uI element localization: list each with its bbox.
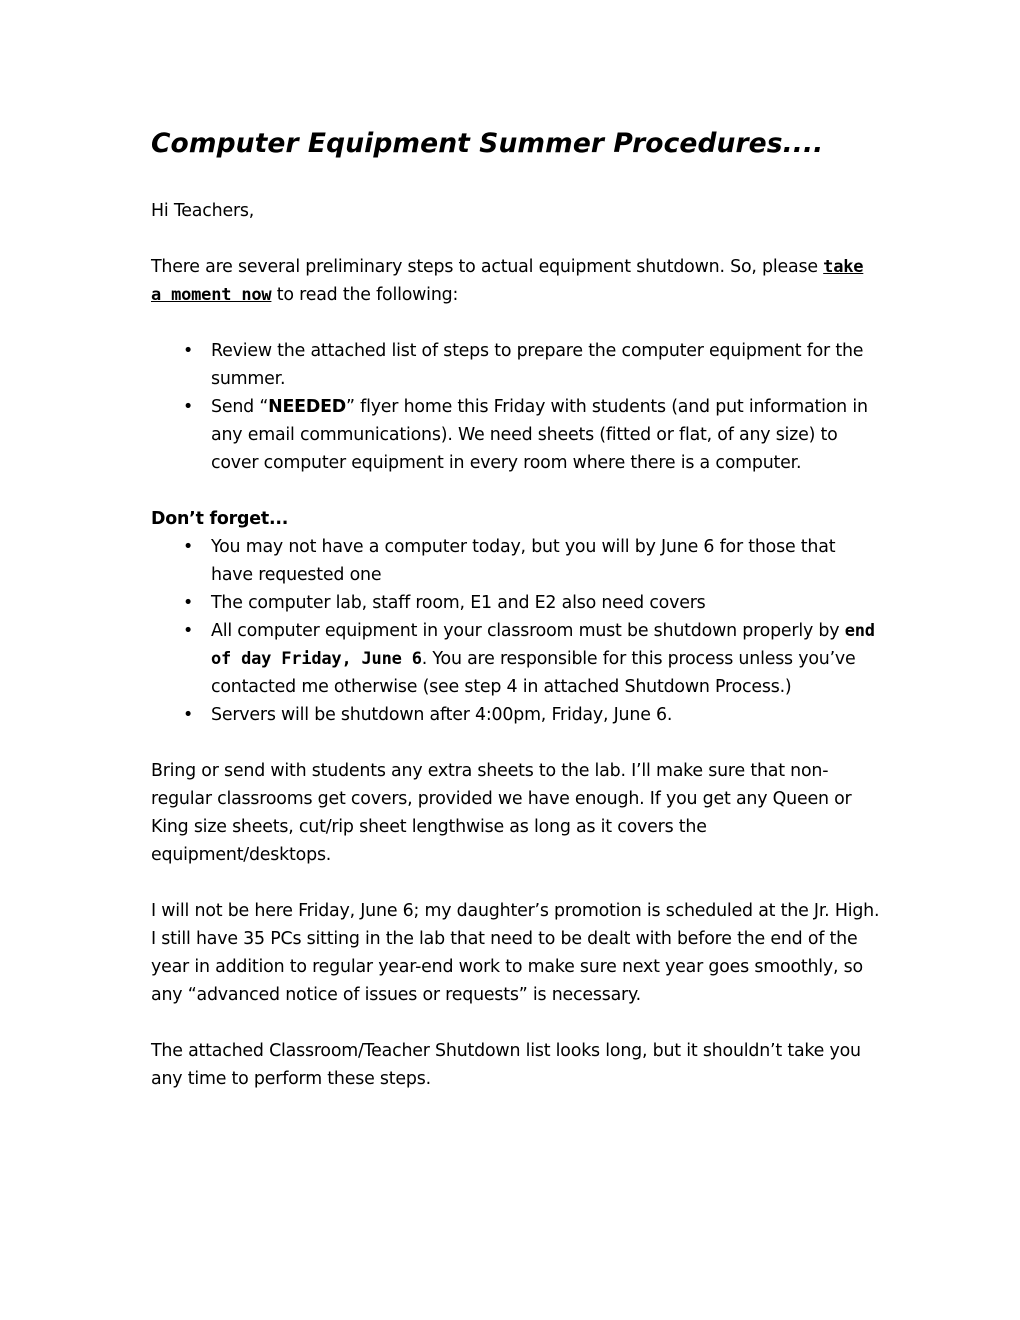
intro-paragraph — [151, 253, 881, 309]
intro-text-before: There are several preliminary steps to actual equipment shutdown. So, please — [151, 257, 824, 277]
reminder-list — [151, 533, 881, 729]
list-item-text: The computer lab, staff room, E1 and E2 also need covers — [211, 593, 706, 613]
list-item — [151, 337, 881, 393]
bullet-icon: • — [183, 705, 194, 725]
intro-emphasis: take a moment now — [151, 257, 864, 305]
dont-forget-heading: Don’t forget... — [151, 509, 289, 529]
bullet-icon: • — [183, 621, 194, 641]
closing-paragraph: The attached Classroom/Teacher Shutdown list looks long, but it shouldn’t take you any time to perform these steps. — [151, 1041, 861, 1089]
preparation-list — [151, 337, 881, 477]
list-item-emphasis: NEEDED — [268, 397, 347, 417]
list-item-text-before: All computer equipment in your classroom must be shutdown properly by — [211, 621, 845, 641]
bullet-icon: • — [183, 341, 194, 361]
bullet-icon: • — [183, 537, 194, 557]
greeting: Hi Teachers, — [151, 201, 255, 221]
list-item-emphasis: end of day Friday, June 6 — [211, 621, 875, 669]
bullet-icon: • — [183, 397, 194, 417]
list-item — [151, 701, 881, 729]
list-item-text-before: Send “ — [211, 397, 269, 417]
list-item-text: Servers will be shutdown after 4:00pm, Friday, June 6. — [211, 705, 673, 725]
list-item — [151, 393, 881, 477]
bullet-icon: • — [183, 593, 194, 613]
sheets-paragraph: Bring or send with students any extra sheets to the lab. I’ll make sure that non-regular classrooms get covers, provided we have enough. If you get any Queen or King size sheets, cut/rip sheet lengthwise as long as it covers the equipment/desktops. — [151, 761, 852, 865]
list-item — [151, 589, 881, 617]
list-item — [151, 533, 881, 589]
list-item-text-after: . You are responsible for this process unless you’ve contacted me otherwise (see step 4 in attached Shutdown Process.) — [211, 649, 856, 697]
list-item-text-after: ” flyer home this Friday with students (and put information in any email communications). We need sheets (fitted or flat, of any size) to cover computer equipment in every room where there is a computer. — [211, 397, 868, 473]
list-item-text: Review the attached list of steps to prepare the computer equipment for the summer. — [211, 341, 864, 389]
list-item-text: You may not have a computer today, but you will by June 6 for those that have requested one — [211, 537, 836, 585]
intro-text-after: to read the following: — [271, 285, 459, 305]
document-title: Computer Equipment Summer Procedures.... — [151, 128, 824, 159]
absence-paragraph: I will not be here Friday, June 6; my daughter’s promotion is scheduled at the Jr. High. I still have 35 PCs sitting in the lab that need to be dealt with before the end of the year in addition to regular year-end work to make sure next year goes smoothly, so any “advanced notice of issues or requests” is necessary. — [151, 901, 880, 1005]
document-page — [151, 124, 881, 1093]
document-body — [151, 197, 881, 1093]
list-item — [151, 617, 881, 701]
